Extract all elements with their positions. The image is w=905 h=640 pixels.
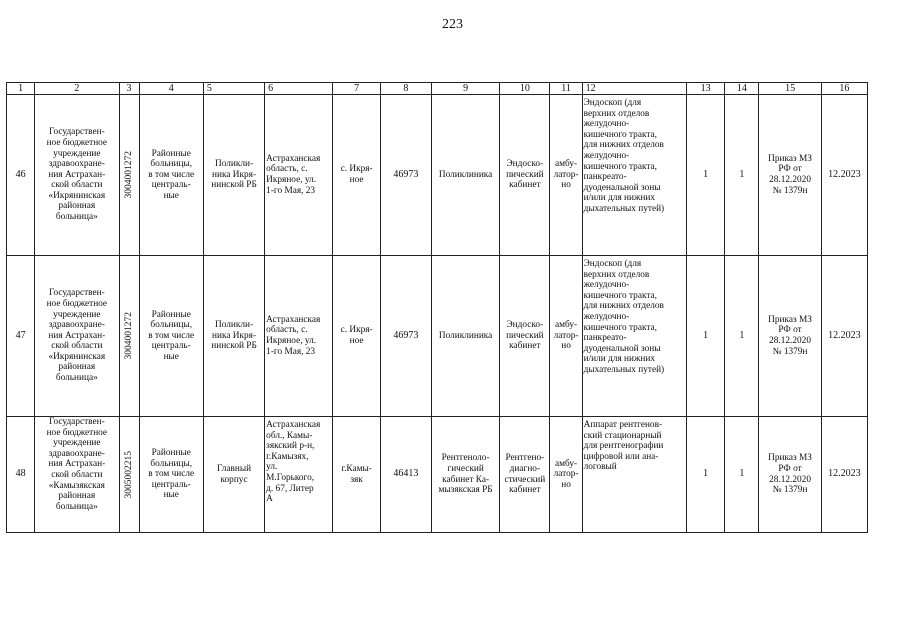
delivery-date: 12.2023: [821, 256, 867, 417]
quantity-required: 1: [687, 95, 725, 256]
column-number: 11: [550, 83, 582, 95]
oktmo-code: 46973: [380, 256, 431, 417]
address: Астраханская область, с. Икряное, ул. 1-го Мая, 23: [265, 95, 333, 256]
equipment-registry-table: [6, 82, 868, 533]
structural-unit: Главный корпус: [203, 417, 264, 533]
column-number: 14: [725, 83, 759, 95]
column-number: 15: [759, 83, 821, 95]
column-number: 10: [500, 83, 550, 95]
row-number: 47: [7, 256, 35, 417]
institution-name: Государствен- ное бюджетное учреждение здравоохране- ния Астрахан- ской области «Икрянинская районная больница»: [35, 256, 119, 417]
column-number: 9: [431, 83, 499, 95]
quantity-supplied: 1: [725, 417, 759, 533]
division: Рентгеноло- гический кабинет Ка- мызякская РБ: [431, 417, 499, 533]
regulatory-order: Приказ МЗ РФ от 28.12.2020 № 1379н: [759, 95, 821, 256]
oktmo-code: 46413: [380, 417, 431, 533]
column-number: 2: [35, 83, 119, 95]
column-number: 3: [119, 83, 139, 95]
equipment-name: Эндоскоп (для верхних отделов желудочно- кишечного тракта, для нижних отделов желудочно- кишечного тракта, панкреато- дуоденальной зоны и/или для нижних дыхательных путей): [582, 256, 686, 417]
table-row: [7, 417, 868, 533]
column-number: 5: [203, 83, 264, 95]
structural-unit: Поликли- ника Икря- нинской РБ: [203, 256, 264, 417]
page-number: 223: [442, 17, 463, 32]
quantity-required: 1: [687, 417, 725, 533]
row-number: 46: [7, 95, 35, 256]
institution-code-cell: [119, 256, 139, 417]
address: Астраханская область, с. Икряное, ул. 1-го Мая, 23: [265, 256, 333, 417]
table-row: [7, 256, 868, 417]
institution-code-cell: [119, 417, 139, 533]
room: Рентгено- диагно- стический кабинет: [500, 417, 550, 533]
room: Эндоско- пический кабинет: [500, 95, 550, 256]
institution-type: Районные больницы, в том числе централь- ные: [139, 95, 203, 256]
column-number: 16: [821, 83, 867, 95]
institution-type: Районные больницы, в том числе централь- ные: [139, 256, 203, 417]
institution-code: 3005002215: [123, 450, 134, 499]
regulatory-order: Приказ МЗ РФ от 28.12.2020 № 1379н: [759, 256, 821, 417]
institution-code: 3004001272: [123, 151, 134, 199]
locality: г.Камы- зяк: [333, 417, 380, 533]
column-number: 6: [265, 83, 333, 95]
locality: с. Икря- ное: [333, 95, 380, 256]
column-number: 7: [333, 83, 380, 95]
table-row: [7, 95, 868, 256]
regulatory-order: Приказ МЗ РФ от 28.12.2020 № 1379н: [759, 417, 821, 533]
address: Астраханская обл., Камы- зякский р-н, г.Камызях, ул. М.Горького, д. 67, Литер А: [265, 417, 333, 533]
care-conditions: амбу- латор- но: [550, 417, 582, 533]
delivery-date: 12.2023: [821, 95, 867, 256]
quantity-supplied: 1: [725, 256, 759, 417]
column-number: 4: [139, 83, 203, 95]
locality: с. Икря- ное: [333, 256, 380, 417]
institution-code-cell: [119, 95, 139, 256]
room: Эндоско- пический кабинет: [500, 256, 550, 417]
institution-name: Государствен- ное бюджетное учреждение здравоохране- ния Астрахан- ской области «Камызякская районная больница»: [35, 417, 119, 533]
equipment-name: Аппарат рентгенов- ский стационарный для рентгенографии цифровой или ана- логовый: [582, 417, 686, 533]
institution-code: 3004001272: [123, 312, 134, 360]
quantity-supplied: 1: [725, 95, 759, 256]
row-number: 48: [7, 417, 35, 533]
institution-type: Районные больницы, в том числе централь- ные: [139, 417, 203, 533]
institution-name: Государствен- ное бюджетное учреждение здравоохране- ния Астрахан- ской области «Икрянинская районная больница»: [35, 95, 119, 256]
quantity-required: 1: [687, 256, 725, 417]
column-number: 8: [380, 83, 431, 95]
structural-unit: Поликли- ника Икря- нинской РБ: [203, 95, 264, 256]
division: Поликлиника: [431, 256, 499, 417]
care-conditions: амбу- латор- но: [550, 256, 582, 417]
column-number-row: [7, 83, 868, 95]
care-conditions: амбу- латор- но: [550, 95, 582, 256]
delivery-date: 12.2023: [821, 417, 867, 533]
equipment-name: Эндоскоп (для верхних отделов желудочно- кишечного тракта, для нижних отделов желудочно- кишечного тракта, панкреато- дуоденальной зоны и/или для нижних дыхательных путей): [582, 95, 686, 256]
division: Поликлиника: [431, 95, 499, 256]
column-number: 1: [7, 83, 35, 95]
column-number: 12: [582, 83, 686, 95]
oktmo-code: 46973: [380, 95, 431, 256]
column-number: 13: [687, 83, 725, 95]
